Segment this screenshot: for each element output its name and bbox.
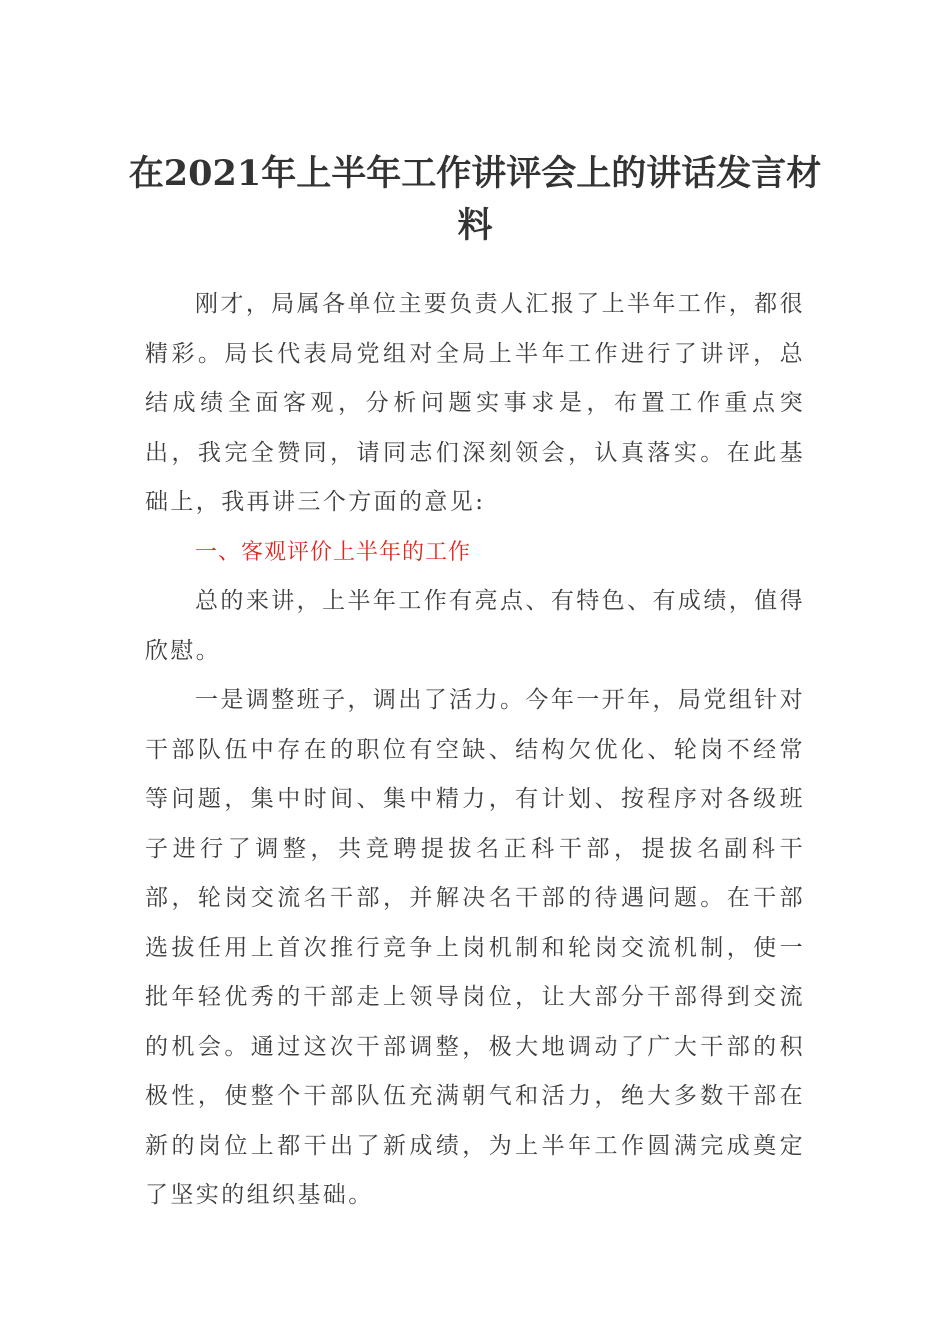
intro-paragraph: 刚才，局属各单位主要负责人汇报了上半年工作，都很精彩。局长代表局党组对全局上半年工作进行了讲评，总结成绩全面客观，分析问题实事求是，布置工作重点突出，我完全赞同，请同志们深刻领会，认真落实。在此基础上，我再讲三个方面的意见:: [145, 291, 805, 515]
section-heading: 一、客观评价上半年的工作: [195, 539, 472, 565]
first-point-paragraph: 一是调整班子，调出了活力。今年一开年，局党组针对干部队伍中存在的职位有空缺、结构欠优化、轮岗不经常等问题，集中时间、集中精力，有计划、按程序对各级班子进行了调整，共竞聘提拔名正科干部，提拔名副科干部，轮岗交流名干部，并解决名干部的待遇问题。在干部选拔任用上首次推行竞争上岗机制和轮岗交流机制，使一批年轻优秀的干部走上领导岗位，让大部分干部得到交流的机会。通过这次干部调整，极大地调动了广大干部的积极性，使整个干部队伍充满朝气和活力，绝大多数干部在新的岗位上都干出了新成绩，为上半年工作圆满完成奠定了坚实的组织基础。: [145, 687, 805, 1208]
summary-paragraph: 总的来讲，上半年工作有亮点、有特色、有成绩，值得欣慰。: [145, 588, 805, 664]
document-title: 在2021年上半年工作讲评会上的讲话发言材料: [128, 153, 822, 246]
document-body: [145, 280, 805, 1221]
